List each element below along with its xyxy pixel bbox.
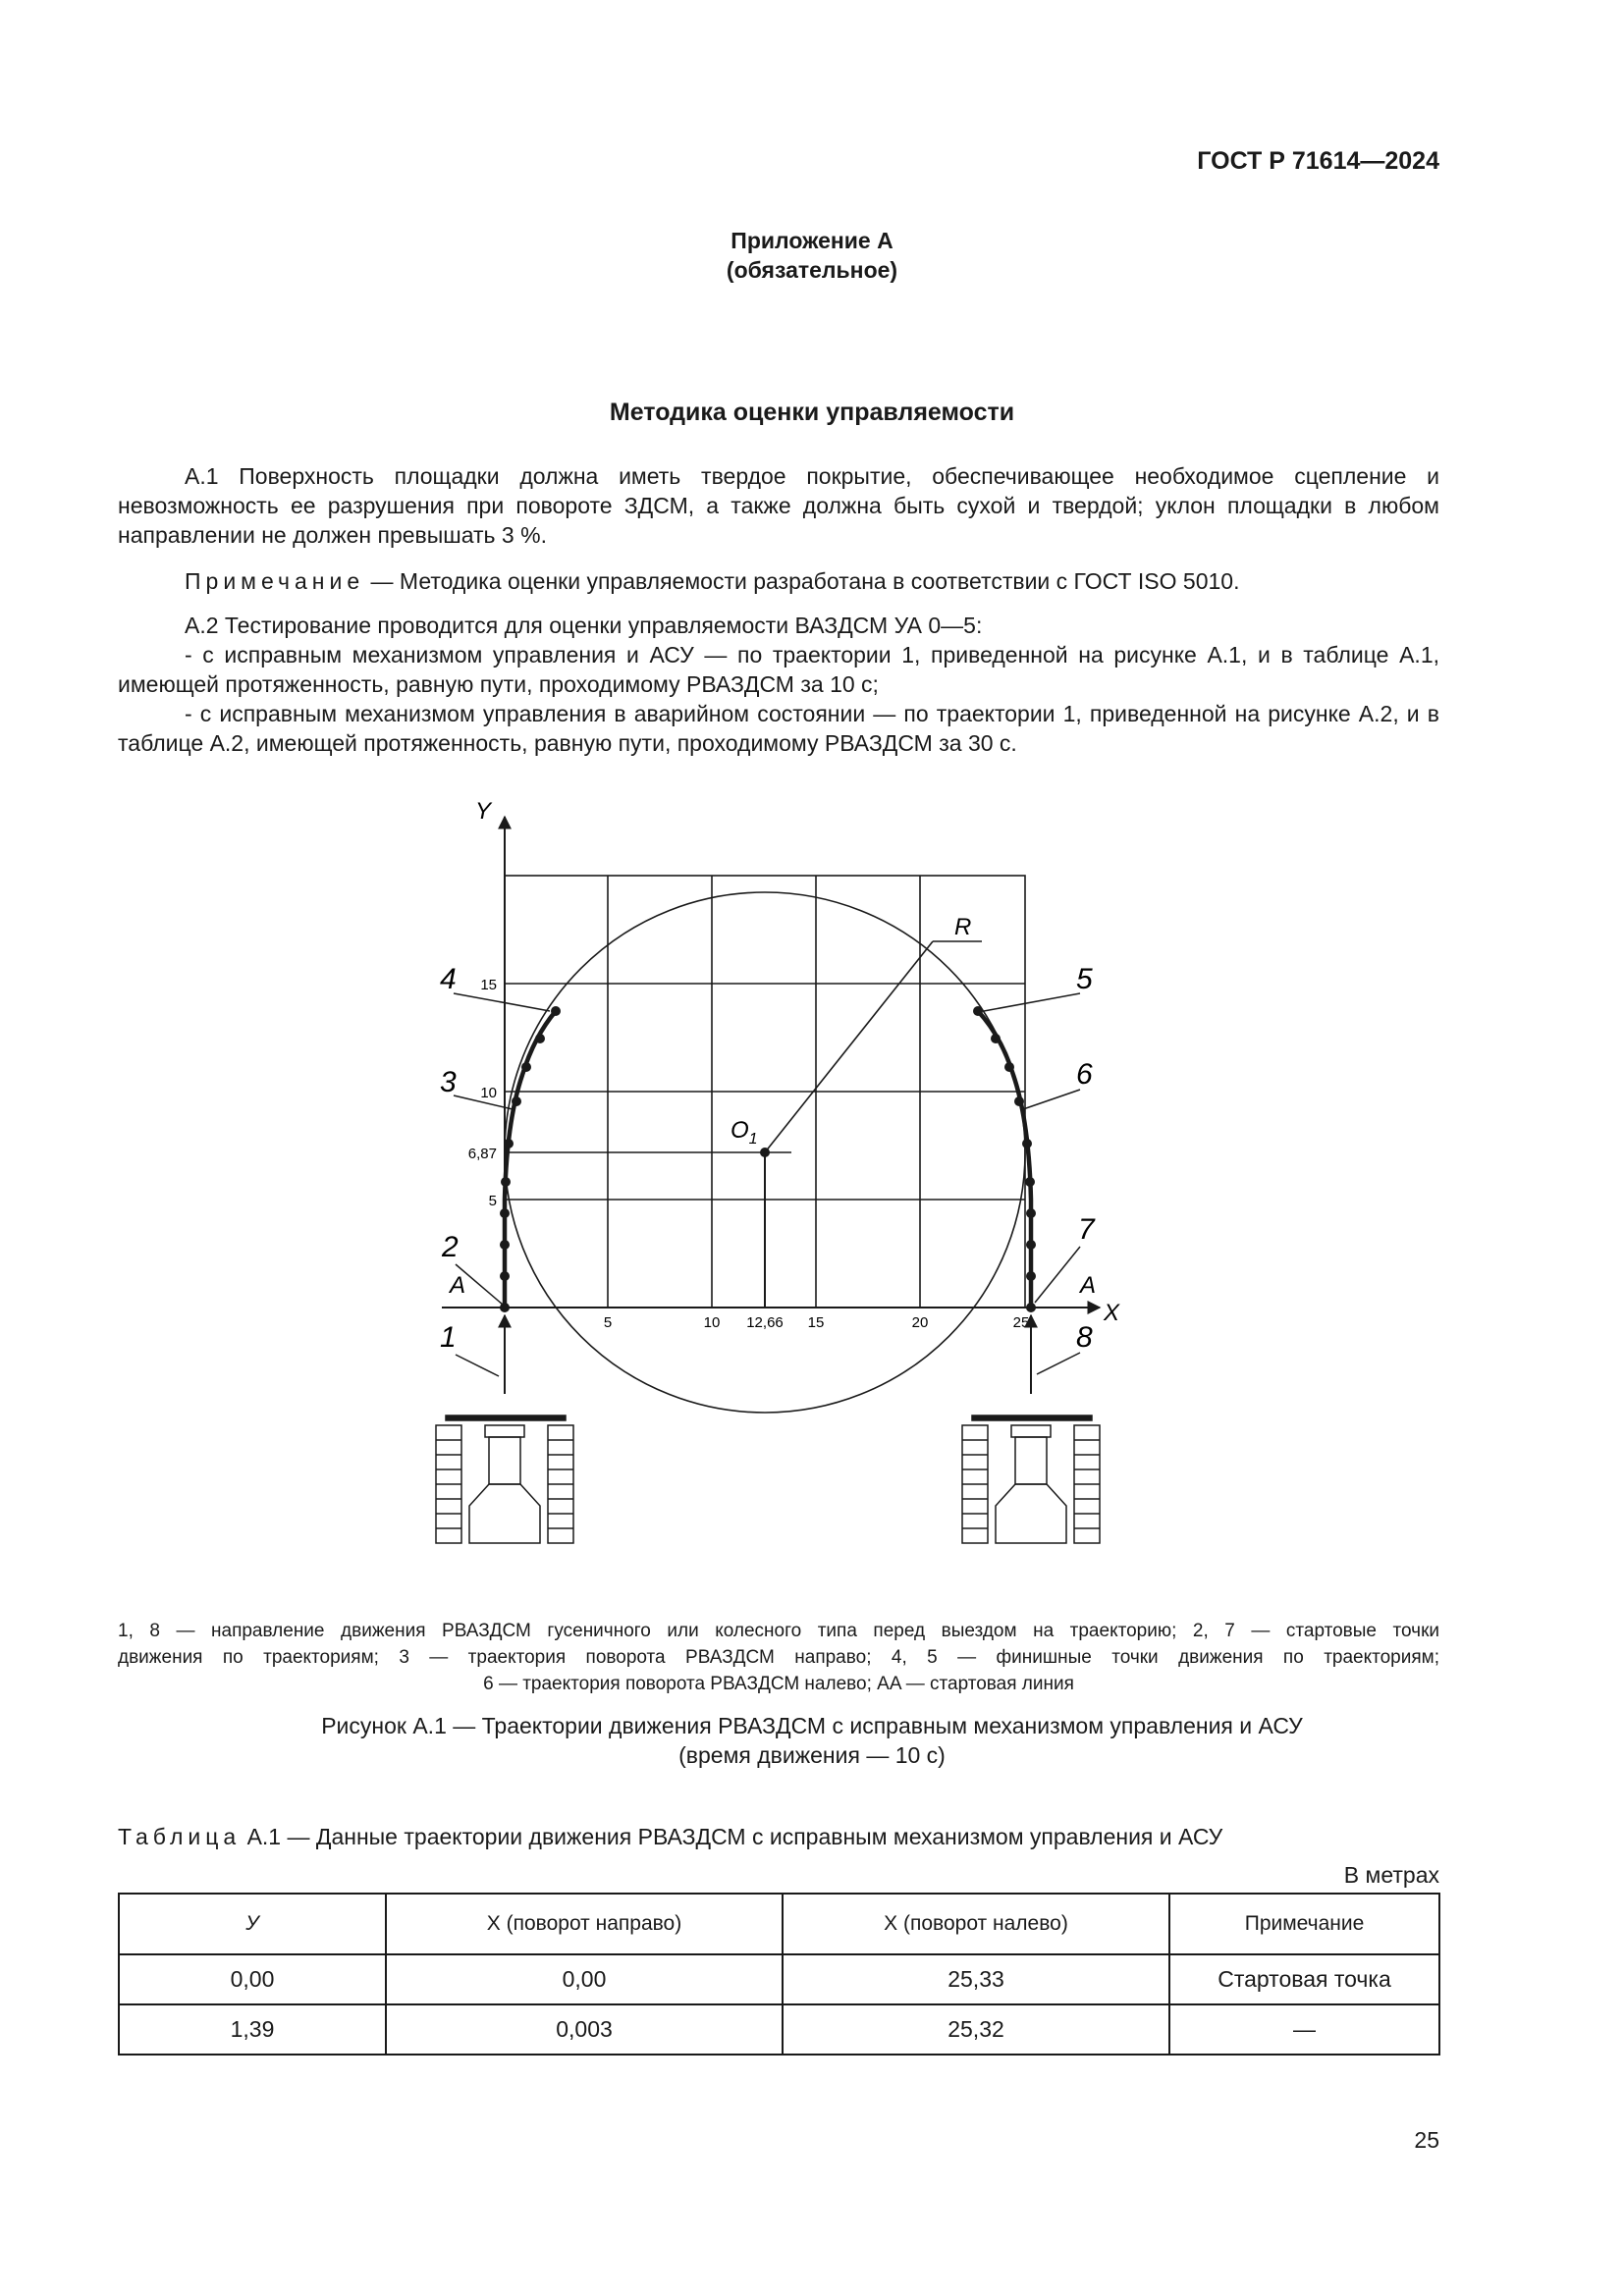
- left-turn-trajectory: [978, 1011, 1031, 1308]
- section-title: Методика оценки управляемости: [609, 399, 1015, 426]
- callouts: [440, 963, 1096, 1354]
- x-tick-label: 10: [703, 1314, 721, 1331]
- column-header: X (поворот налево): [783, 1894, 1169, 1954]
- table-cell: 1,39: [119, 2004, 386, 2055]
- table-cell: —: [1169, 2004, 1439, 2055]
- table-title-text: А.1 — Данные траектории движения РВАЗДСМ с исправным механизмом управления и АСУ: [241, 1824, 1223, 1849]
- table-title-label: Таблица: [118, 1824, 242, 1849]
- page-number: 25: [1414, 2127, 1439, 2153]
- x-tick-label: 20: [911, 1314, 929, 1331]
- appendix-status: (обязательное): [726, 257, 898, 283]
- appendix-title: Приложение А: [731, 228, 893, 253]
- figure-legend: [118, 1618, 1439, 1697]
- list-item: - с исправным механизмом управления и АСУ — по траектории 1, приведенной на рисунке А.1, и в таблице А.1, имеющей протяженность, равную пути, проходимому РВАЗДСМ за 10 с;: [118, 642, 1439, 697]
- x-tick-label: 25: [1012, 1314, 1030, 1331]
- x-tick-label: 15: [807, 1314, 825, 1331]
- note-text: — Методика оценки управляемости разработана в соответствии с ГОСТ ISO 5010.: [364, 568, 1240, 594]
- note: [118, 566, 1439, 596]
- paragraph-a1: [118, 461, 1439, 550]
- callout-6: 6: [1076, 1058, 1093, 1091]
- table-row: [119, 2004, 1439, 2055]
- figure-caption-sub: (время движения — 10 с): [678, 1742, 946, 1768]
- paragraph-a2: [118, 611, 1439, 758]
- table-row: [119, 1954, 1439, 2004]
- legend-line: 1, 8 — направление движения РВАЗДСМ гусеничного или колесного типа перед выездом на траекторию; 2, 7 — стартовые точки: [118, 1621, 1439, 1641]
- y-tick-label: 15: [480, 977, 497, 993]
- x-axis-label: X: [1104, 1300, 1120, 1326]
- legend-line: 6 — траектория поворота РВАЗДСМ налево; AA — стартовая линия: [483, 1674, 1074, 1694]
- y-tick-labels: [468, 977, 497, 1209]
- column-header: У: [119, 1894, 386, 1954]
- y-tick-label: 6,87: [467, 1146, 497, 1162]
- callout-7: 7: [1078, 1213, 1095, 1246]
- table-unit: В метрах: [1343, 1862, 1439, 1888]
- radius-line: [765, 941, 933, 1152]
- center-label: $O_1$: [731, 1117, 758, 1148]
- list-item: - с исправным механизмом управления в аварийном состоянии — по траектории 1, приведенной на рисунке А.2, и в таблице А.2, имеющей протяженность, равную пути, проходимому РВАЗДСМ за 30 с.: [118, 701, 1439, 756]
- y-tick-label: 5: [488, 1193, 497, 1209]
- callout-8: 8: [1076, 1321, 1093, 1354]
- paragraph-a1-text: А.1 Поверхность площадки должна иметь твердое покрытие, обеспечивающее необходимое сцепление и невозможность ее разрушения при повороте ЗДСМ, а также должна быть сухой и твердой; уклон площадки в любом направлении не должен превышать 3 %.: [118, 463, 1439, 548]
- line-a-right-label: A: [1080, 1272, 1097, 1299]
- legend-line: движения по траекториям; 3 — траектория поворота РВАЗДСМ направо; 4, 5 — финишные точки движения по траекториям;: [118, 1647, 1439, 1668]
- trajectory-table: [118, 1893, 1440, 2056]
- y-axis-label: Y: [475, 798, 492, 825]
- callout-1: 1: [440, 1321, 457, 1354]
- table-header-row: [119, 1894, 1439, 1954]
- line-a-left-label: A: [450, 1272, 466, 1299]
- table-cell: 0,003: [386, 2004, 783, 2055]
- table-cell: 25,32: [783, 2004, 1169, 2055]
- table-cell: 25,33: [783, 1954, 1169, 2004]
- column-header: X (поворот направо): [386, 1894, 783, 1954]
- table-title: [118, 1824, 1222, 1850]
- callout-2: 2: [442, 1231, 459, 1263]
- column-header: Примечание: [1169, 1894, 1439, 1954]
- x-tick-label: 12,66: [746, 1314, 784, 1331]
- table-cell: 0,00: [386, 1954, 783, 2004]
- standard-number: ГОСТ Р 71614—2024: [1197, 147, 1439, 175]
- trajectory-figure: [412, 797, 1178, 1573]
- note-label: Примечание: [185, 568, 365, 594]
- figure-caption: Рисунок А.1 — Траектории движения РВАЗДСМ с исправным механизмом управления и АСУ: [321, 1713, 1303, 1738]
- vehicle-icon: [962, 1415, 1100, 1543]
- radius-label: R: [954, 914, 972, 940]
- paragraph-a2-text: А.2 Тестирование проводится для оценки управляемости ВАЗДСМ УА 0—5:: [185, 613, 983, 638]
- callout-5: 5: [1076, 963, 1093, 995]
- callout-4: 4: [440, 963, 457, 995]
- vehicle-icon: [436, 1415, 573, 1543]
- table-cell: Стартовая точка: [1169, 1954, 1439, 2004]
- trajectory-points: [500, 1006, 1036, 1312]
- x-tick-label: 5: [603, 1314, 613, 1331]
- y-tick-label: 10: [480, 1085, 497, 1101]
- table-cell: 0,00: [119, 1954, 386, 2004]
- callout-3: 3: [440, 1066, 457, 1098]
